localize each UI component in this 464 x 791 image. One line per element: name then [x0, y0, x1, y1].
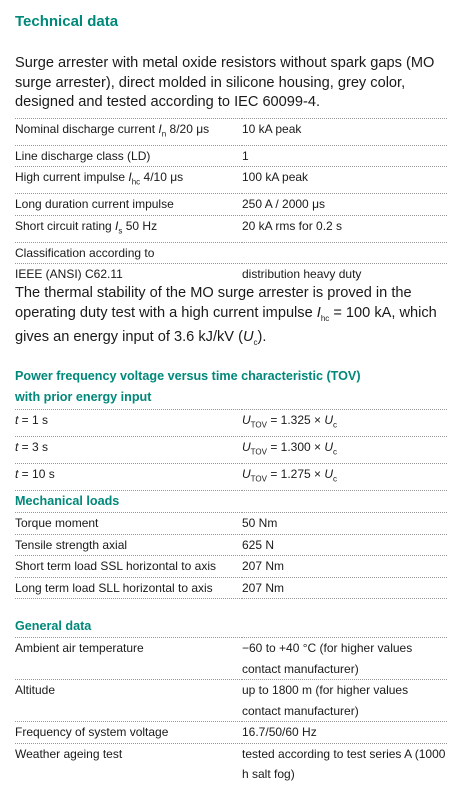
tov-section-title: Power frequency voltage versus time characteristic (TOV) [15, 369, 361, 383]
table-row [15, 743, 447, 785]
spec-value [242, 242, 447, 264]
spec-label: Torque moment [15, 513, 242, 535]
spec-label: Weather ageing test [15, 746, 123, 761]
table-row [15, 680, 447, 722]
spec-label: Long term load SLL horizontal to axis [15, 577, 242, 599]
page-title: Technical data [15, 13, 119, 30]
general-section-title: General data [15, 619, 92, 633]
table-row [15, 722, 447, 744]
table-row [15, 577, 447, 599]
tech-data-table [15, 118, 447, 285]
spec-label: High current impulse $I_{hc}$ 4/10 μs [15, 167, 242, 194]
mechanical-table [15, 512, 447, 599]
table-row [15, 242, 447, 264]
spec-value: 20 kA rms for 0.2 s [242, 215, 447, 242]
spec-label: IEEE (ANSI) C62.11 [15, 267, 123, 282]
spec-value: −60 to +40 °C (for higher values contact manufacturer) [242, 638, 447, 680]
spec-value: 10 kA peak [242, 119, 447, 146]
mechanical-section-title: Mechanical loads [15, 494, 120, 508]
spec-value: 625 N [242, 534, 447, 556]
table-row [15, 264, 447, 285]
spec-value: up to 1800 m (for higher values contact manufacturer) [242, 680, 447, 722]
spec-value: tested according to test series A (1000 h salt fog) [242, 746, 446, 781]
table-row [15, 167, 447, 194]
intro-paragraph: Surge arrester with metal oxide resistors without spark gaps (MO surge arrester), direct molded in silicone housing, grey color, designed and tested according to IEC 60099-4. [15, 55, 435, 110]
spec-value: 50 Nm [242, 513, 447, 535]
table-row [15, 513, 447, 535]
thermal-stability-paragraph: The thermal stability of the MO surge arrester is proved in the operating duty test with a high current impulse $I_{hc} = 100$ kA, which gives an energy input of 3.6 kJ/kV $(U_c)$. [15, 285, 437, 347]
spec-value: 16.7/50/60 Hz [242, 722, 447, 744]
spec-label: Short term load SSL horizontal to axis [15, 556, 242, 578]
spec-value: 207 Nm [242, 577, 447, 599]
tov-table [15, 409, 447, 491]
spec-label: Classification according to [15, 242, 242, 264]
spec-label: Short circuit rating $I_s$ 50 Hz [15, 215, 242, 242]
spec-value: 250 A / 2000 μs [242, 194, 447, 216]
spec-label: Altitude [15, 680, 242, 722]
tov-time: t = 1 s [15, 410, 242, 437]
table-row [15, 194, 447, 216]
table-row [15, 410, 447, 437]
tov-time: t = 10 s [15, 463, 242, 490]
table-row [15, 638, 447, 680]
technical-data-page [15, 0, 447, 781]
table-row [15, 215, 447, 242]
table-row [15, 145, 447, 167]
spec-label: Nominal discharge current $I_n$ 8/20 μs [15, 119, 242, 146]
spec-label: Frequency of system voltage [15, 722, 242, 744]
tov-voltage: $U_{TOV} = 1.300 \times U_c$ [242, 436, 447, 463]
table-row [15, 463, 447, 490]
table-row [15, 534, 447, 556]
spec-label: Line discharge class (LD) [15, 145, 242, 167]
table-row [15, 556, 447, 578]
spec-value: 100 kA peak [242, 167, 447, 194]
tov-voltage: $U_{TOV} = 1.275 \times U_c$ [242, 463, 447, 490]
general-table [15, 637, 447, 785]
tov-time: t = 3 s [15, 436, 242, 463]
spec-value: 1 [242, 145, 447, 167]
spec-value: 207 Nm [242, 556, 447, 578]
table-row [15, 119, 447, 146]
tov-voltage: $U_{TOV} = 1.325 \times U_c$ [242, 410, 447, 437]
tov-section-subtitle: with prior energy input [15, 390, 152, 404]
spec-label: Ambient air temperature [15, 638, 242, 680]
table-row [15, 436, 447, 463]
spec-label: Tensile strength axial [15, 534, 242, 556]
spec-value: distribution heavy duty [242, 267, 362, 282]
spec-label: Long duration current impulse [15, 194, 242, 216]
